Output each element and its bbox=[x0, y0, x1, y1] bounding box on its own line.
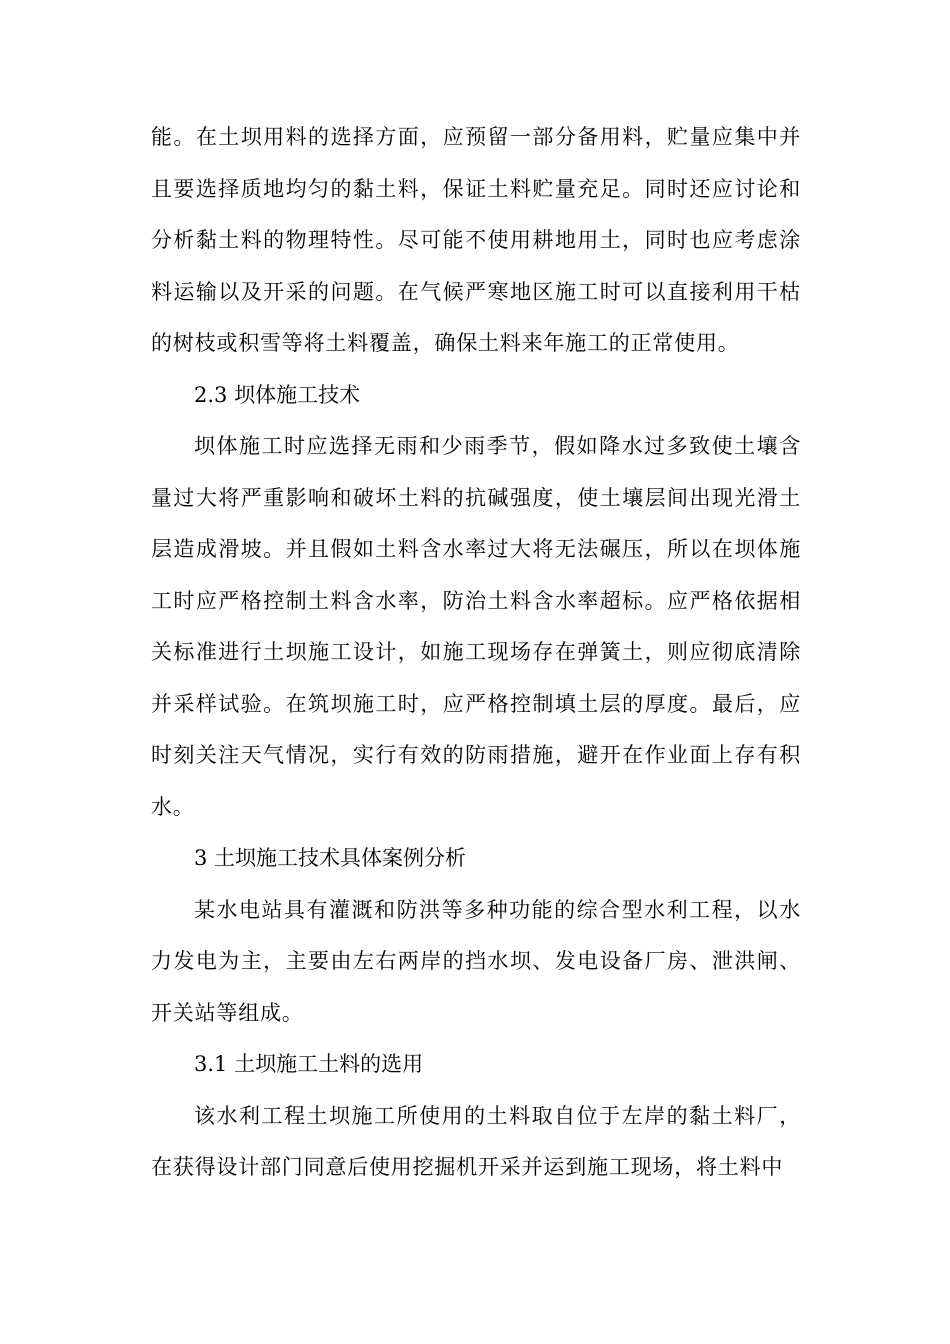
paragraph-soil-selection: 该水利工程土坝施工所使用的土料取自位于左岸的黏土料厂，在获得设计部门同意后使用挖掘机开采并运到施工现场，将土料中 bbox=[151, 1103, 801, 1179]
section-heading-3: 3 土坝施工技术具体案例分析 bbox=[194, 846, 467, 870]
section-heading-2-3: 2.3 坝体施工技术 bbox=[194, 382, 361, 407]
paragraph-soil-material-continued: 能。在土坝用料的选择方面，应预留一部分备用料，贮量应集中并且要选择质地均匀的黏土料，保证土料贮量充足。同时还应讨论和分析黏土料的物理特性。尽可能不使用耕地用土，同时也应考虑涂料运输以及开采的问题。在气候严寒地区施工时可以直接利用干枯的树枝或积雪等将土料覆盖，确保土料来年施工的正常使用。 bbox=[151, 125, 801, 355]
document-body bbox=[151, 112, 801, 1194]
section-heading-3-1: 3.1 土坝施工土料的选用 bbox=[194, 1052, 424, 1076]
paragraph-dam-construction: 坝体施工时应选择无雨和少雨季节，假如降水过多致使土壤含量过大将严重影响和破坏土料的抗碱强度，使土壤层间出现光滑土层造成滑坡。并且假如土料含水率过大将无法碾压，所以在坝体施工时应严格控制土料含水率，防治土料含水率超标。应严格依据相关标准进行土坝施工设计，如施工现场存在弹簧土，则应彻底清除并采样试验。在筑坝施工时，应严格控制填土层的厚度。最后，应时刻关注天气情况，实行有效的防雨措施，避开在作业面上存有积水。 bbox=[151, 434, 801, 819]
paragraph-case-overview: 某水电站具有灌溉和防洪等多种功能的综合型水利工程，以水力发电为主，主要由左右两岸的挡水坝、发电设备厂房、泄洪闸、开关站等组成。 bbox=[151, 897, 801, 1025]
